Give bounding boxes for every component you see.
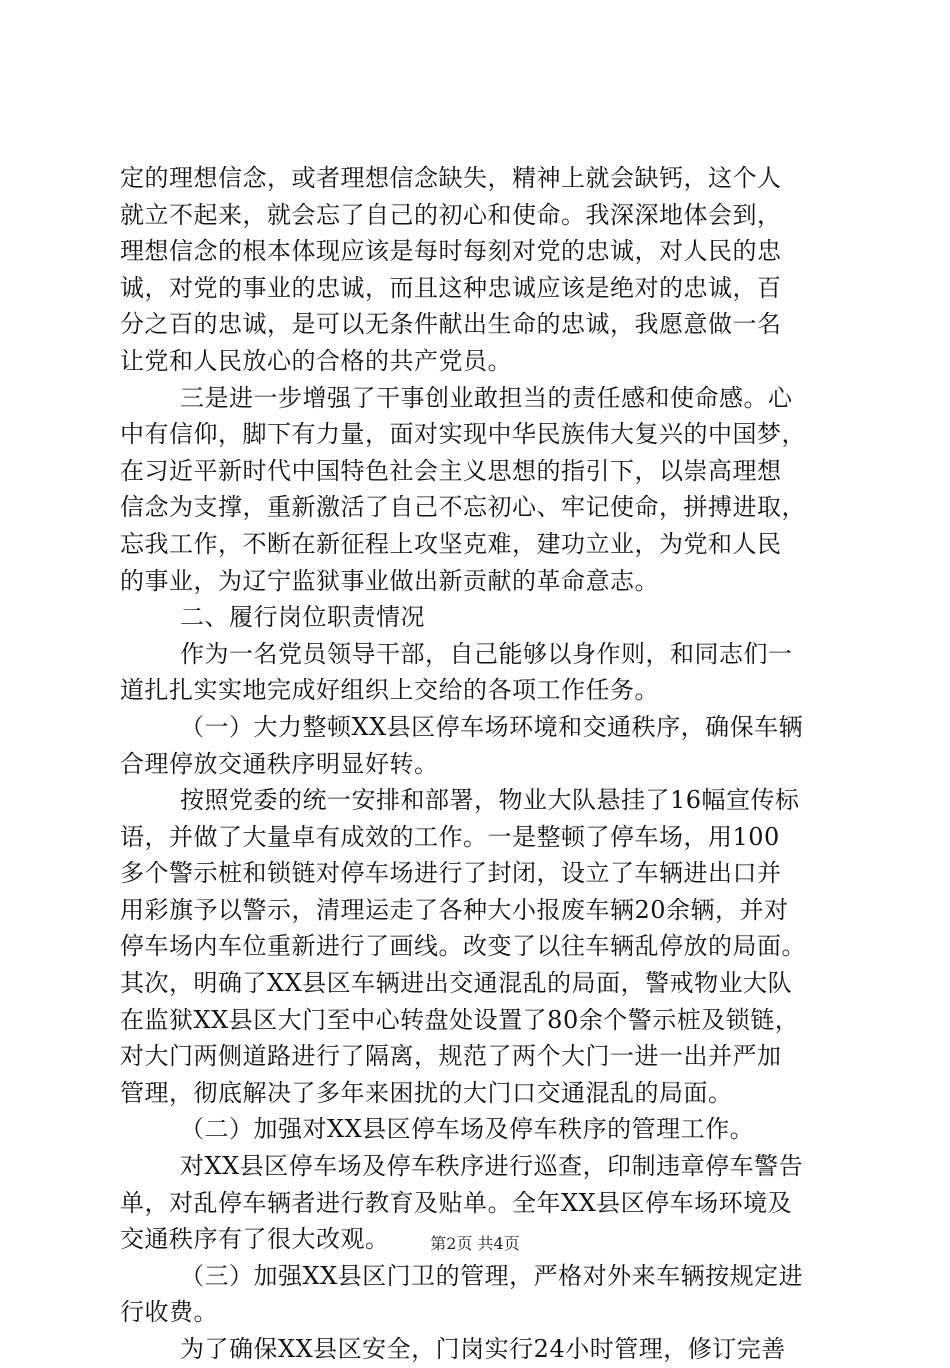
text-line: 语，并做了大量卓有成效的工作。一是整顿了停车场，用100 — [120, 822, 780, 851]
text-line: 理想信念的根本体现应该是每时每刻对党的忠诚，对人民的忠 — [120, 237, 782, 266]
paragraph-start-line: 作为一名党员领导干部，自己能够以身作则，和同志们一 — [180, 639, 793, 668]
text-line: 忘我工作，不断在新征程上攻坚克难，建功立业，为党和人民 — [120, 529, 782, 558]
subsection-heading: （二）加强对XX县区停车场及停车秩序的管理工作。 — [180, 1115, 755, 1144]
text-line: 管理，彻底解决了多年来困扰的大门口交通混乱的局面。 — [120, 1078, 733, 1107]
text-line: 对大门两侧道路进行了隔离，规范了两个大门一进一出并严加 — [120, 1042, 782, 1071]
text-line: 停车场内车位重新进行了画线。改变了以往车辆乱停放的局面。 — [120, 932, 806, 961]
text-line: 就立不起来，就会忘了自己的初心和使命。我深深地体会到， — [120, 200, 782, 229]
text-line: 单，对乱停车辆者进行教育及贴单。全年XX县区停车场环境及 — [120, 1188, 793, 1217]
body-text — [120, 160, 840, 1368]
section-heading: 二、履行岗位职责情况 — [180, 603, 425, 632]
paragraph-start-line: 为了确保XX县区安全，门岗实行24小时管理，修订完善 — [180, 1335, 786, 1363]
text-line: 中有信仰，脚下有力量，面对实现中华民族伟大复兴的中国梦， — [120, 420, 806, 449]
text-line: 在习近平新时代中国特色社会主义思想的指引下，以崇高理想 — [120, 456, 782, 485]
text-line: 道扎扎实实地完成好组织上交给的各项工作任务。 — [120, 676, 659, 705]
paragraph-start-line: 对XX县区停车场及停车秩序进行巡查，印制违章停车警告 — [180, 1152, 804, 1181]
text-line: 诚，对党的事业的忠诚，而且这种忠诚应该是绝对的忠诚，百 — [120, 273, 782, 302]
page-footer: 第2页 共4页 — [430, 1234, 520, 1253]
text-line: 信念为支撑，重新激活了自己不忘初心、牢记使命，拼搏进取， — [120, 493, 806, 522]
paragraph-start-line: 三是进一步增强了干事创业敢担当的责任感和使命感。心 — [180, 383, 793, 412]
text-line: 分之百的忠诚，是可以无条件献出生命的忠诚，我愿意做一名 — [120, 310, 782, 339]
text-line: 合理停放交通秩序明显好转。 — [120, 749, 439, 778]
text-line: 其次，明确了XX县区车辆进出交通混乱的局面，警戒物业大队 — [120, 969, 793, 998]
text-line: 用彩旗予以警示，清理运走了各种大小报废车辆20余辆，并对 — [120, 895, 789, 924]
subsection-heading: （一）大力整顿XX县区停车场环境和交通秩序，确保车辆 — [180, 712, 804, 741]
subsection-heading: （三）加强XX县区门卫的管理，严格对外来车辆按规定进 — [180, 1261, 804, 1290]
text-line: 多个警示桩和锁链对停车场进行了封闭，设立了车辆进出口并 — [120, 859, 782, 888]
text-line: 定的理想信念，或者理想信念缺失，精神上就会缺钙，这个人 — [120, 164, 782, 192]
text-line: 在监狱XX县区大门至中心转盘处设置了80余个警示桩及锁链， — [120, 1005, 800, 1034]
paragraph-start-line: 按照党委的统一安排和部署，物业大队悬挂了16幅宣传标 — [180, 786, 800, 815]
text-line: 行收费。 — [120, 1298, 218, 1327]
text-line: 交通秩序有了很大改观。 — [120, 1225, 390, 1254]
text-line: 的事业，为辽宁监狱事业做出新贡献的革命意志。 — [120, 566, 659, 595]
text-line: 让党和人民放心的合格的共产党员。 — [120, 346, 512, 375]
